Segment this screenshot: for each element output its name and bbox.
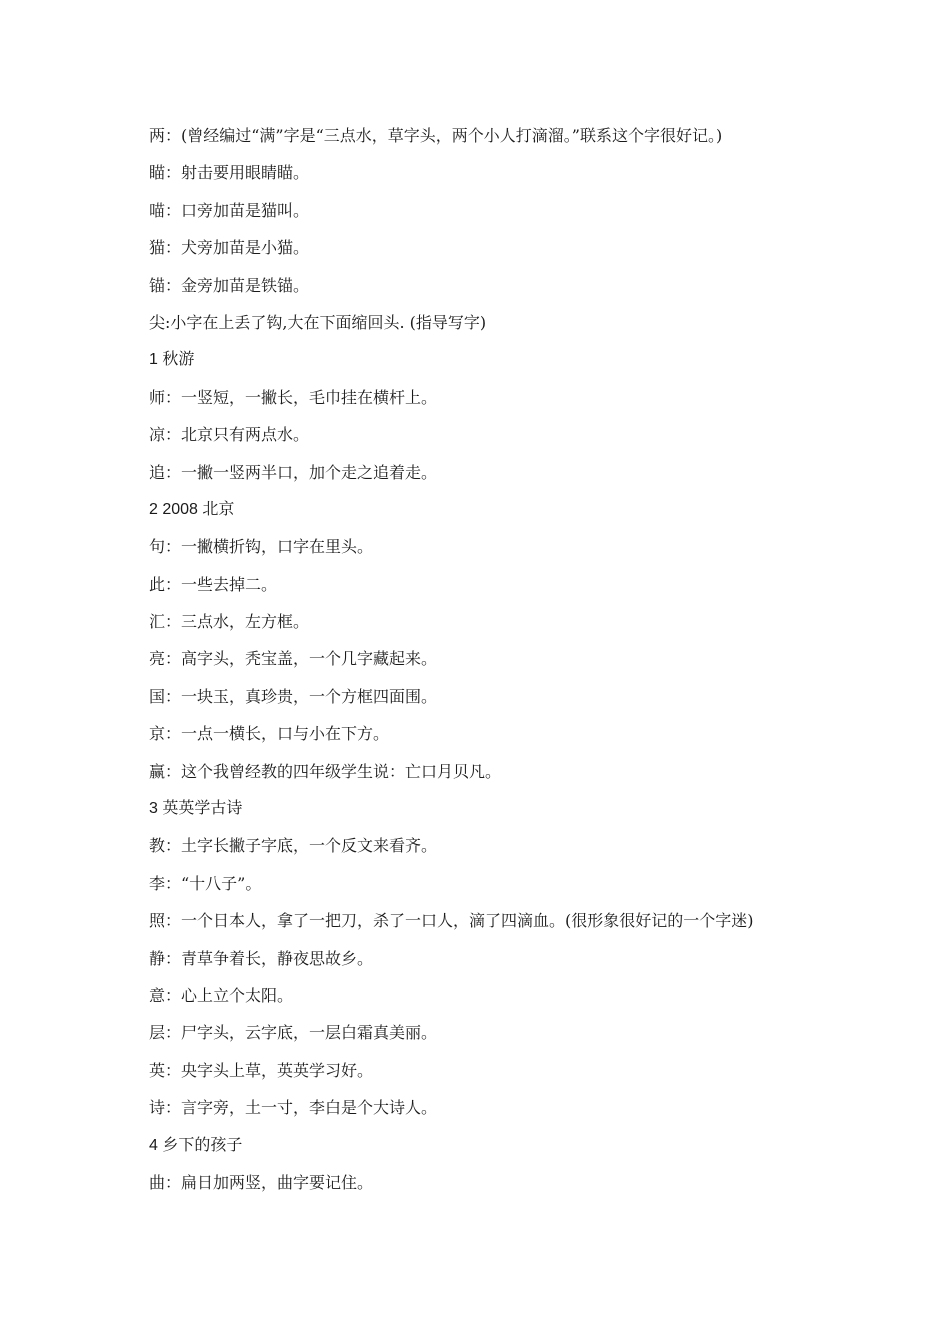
riddle-entry: 锚：金旁加苗是铁锚。 <box>149 275 310 295</box>
riddle-entry: 静：青草争着长，静夜思故乡。 <box>149 948 374 968</box>
section-heading: 1 秋游 <box>149 351 195 369</box>
riddle-entry: 教：土字长撇子字底，一个反文来看齐。 <box>149 836 438 856</box>
section-heading: 3 英英学古诗 <box>149 800 243 818</box>
riddle-entry: 瞄：射击要用眼睛瞄。 <box>149 163 310 183</box>
riddle-entry: 意：心上立个太阳。 <box>149 985 294 1005</box>
riddle-entry: 尖:小字在上丢了钩,大在下面缩回头. (指导写字) <box>149 312 487 332</box>
riddle-entry: 赢：这个我曾经教的四年级学生说：亡口月贝凡。 <box>149 761 502 781</box>
riddle-entry: 此：一些去掉二。 <box>149 574 278 594</box>
riddle-entry: 曲：扁日加两竖，曲字要记住。 <box>149 1172 374 1192</box>
riddle-entry: 师：一竖短，一撇长，毛巾挂在横杆上。 <box>149 387 438 407</box>
riddle-entry: 亮：高字头，秃宝盖，一个几字藏起来。 <box>149 649 438 669</box>
riddle-entry: 句：一撇横折钩，口字在里头。 <box>149 537 374 557</box>
riddle-entry: 国：一块玉，真珍贵，一个方框四面围。 <box>149 686 438 706</box>
riddle-entry: 诗：言字旁，土一寸，李白是个大诗人。 <box>149 1098 438 1118</box>
riddle-entry: 喵：口旁加苗是猫叫。 <box>149 200 310 220</box>
document-body <box>149 121 829 1205</box>
riddle-entry: 猫：犬旁加苗是小猫。 <box>149 238 310 258</box>
riddle-entry: 汇：三点水，左方框。 <box>149 612 310 632</box>
section-heading: 2 2008 北京 <box>149 500 235 518</box>
riddle-entry: 两：(曾经编过“满”字是“三点水，草字头，两个小人打滴溜。”联系这个字很好记。) <box>149 126 723 145</box>
riddle-entry: 追：一撇一竖两半口，加个走之追着走。 <box>149 462 438 482</box>
riddle-entry: 凉：北京只有两点水。 <box>149 425 310 445</box>
riddle-entry: 李：“十八子”。 <box>149 873 262 893</box>
riddle-entry: 层：尸字头，云字底，一层白霜真美丽。 <box>149 1023 438 1043</box>
riddle-entry: 英：央字头上草，英英学习好。 <box>149 1060 374 1080</box>
riddle-entry: 京：一点一横长，口与小在下方。 <box>149 724 390 744</box>
section-heading: 4 乡下的孩子 <box>149 1136 243 1154</box>
riddle-entry: 照：一个日本人，拿了一把刀，杀了一口人，滴了四滴血。(很形象很好记的一个字迷) <box>149 911 754 931</box>
